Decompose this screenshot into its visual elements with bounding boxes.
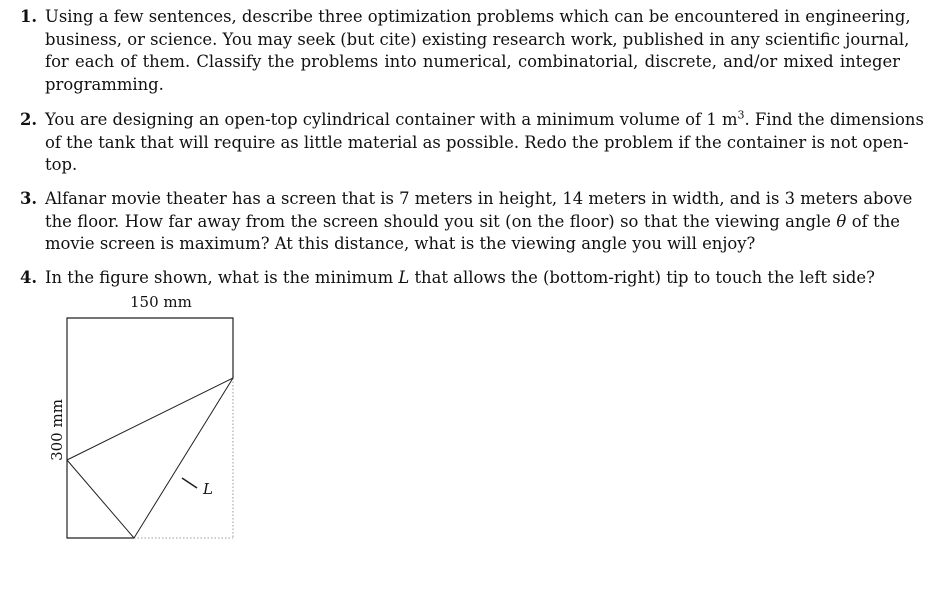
problem-2: [20, 108, 924, 177]
height-dimension-label: 300 mm: [47, 399, 66, 461]
problem-1: [20, 6, 911, 96]
problem-3: [20, 188, 913, 256]
problem-line: of the tank that will require as little material as possible. Redo the problem if the container is not open-: [45, 132, 909, 152]
problem-line: top.: [45, 155, 78, 175]
problem-line: business, or science. You may seek (but cite) existing research work, published in any scientific journal,: [45, 29, 910, 49]
problem-line-text: You are designing an open-top cylindrical container with a minimum volume of 1 m: [45, 110, 738, 129]
problem-line: [45, 267, 900, 290]
problem-line: Alfanar movie theater has a screen that is 7 meters in height, 14 meters in width, and is 3 meters above: [45, 189, 913, 208]
paper-outline: [67, 318, 233, 538]
problem-line: [45, 211, 900, 234]
problem-text: [45, 188, 913, 256]
problem-4: [20, 267, 900, 290]
problem-text: [45, 108, 924, 177]
problem-number: 4.: [20, 268, 38, 287]
problem-text: [45, 267, 900, 290]
problem-number: 3.: [20, 189, 38, 208]
length-symbol: L: [398, 268, 410, 287]
L-pointer-mark: [182, 478, 197, 488]
problem-line-text: that allows the (bottom-right) tip to touch the left side?: [409, 268, 875, 287]
folded-paper-figure: [40, 290, 250, 550]
length-L-label: L: [203, 480, 213, 498]
problem-line-text: In the figure shown, what is the minimum: [45, 268, 399, 287]
fold-line-lower: [67, 460, 134, 538]
figure-drawing: [40, 290, 250, 550]
problem-line: for each of them. Classify the problems into numerical, combinatorial, discrete, and/or mixed integer: [45, 52, 900, 72]
problem-line-text: of the: [846, 211, 900, 231]
problem-line: programming.: [45, 74, 164, 94]
theta-symbol: θ: [836, 211, 847, 231]
width-dimension-label: 150 mm: [130, 293, 192, 311]
problem-line: movie screen is maximum? At this distance, what is the viewing angle you will enjoy?: [45, 234, 756, 254]
problem-line: [45, 108, 924, 132]
problem-number: 1.: [20, 7, 38, 26]
problem-line-text: the floor. How far away from the screen should you sit (on the floor) so that the viewing angle: [45, 211, 837, 231]
problem-line: Using a few sentences, describe three optimization problems which can be encountered in engineering,: [45, 7, 911, 26]
exponent: 3: [737, 108, 745, 122]
problem-line-text: . Find the dimensions: [744, 110, 924, 129]
problem-number: 2.: [20, 110, 38, 129]
problem-text: [45, 6, 911, 96]
